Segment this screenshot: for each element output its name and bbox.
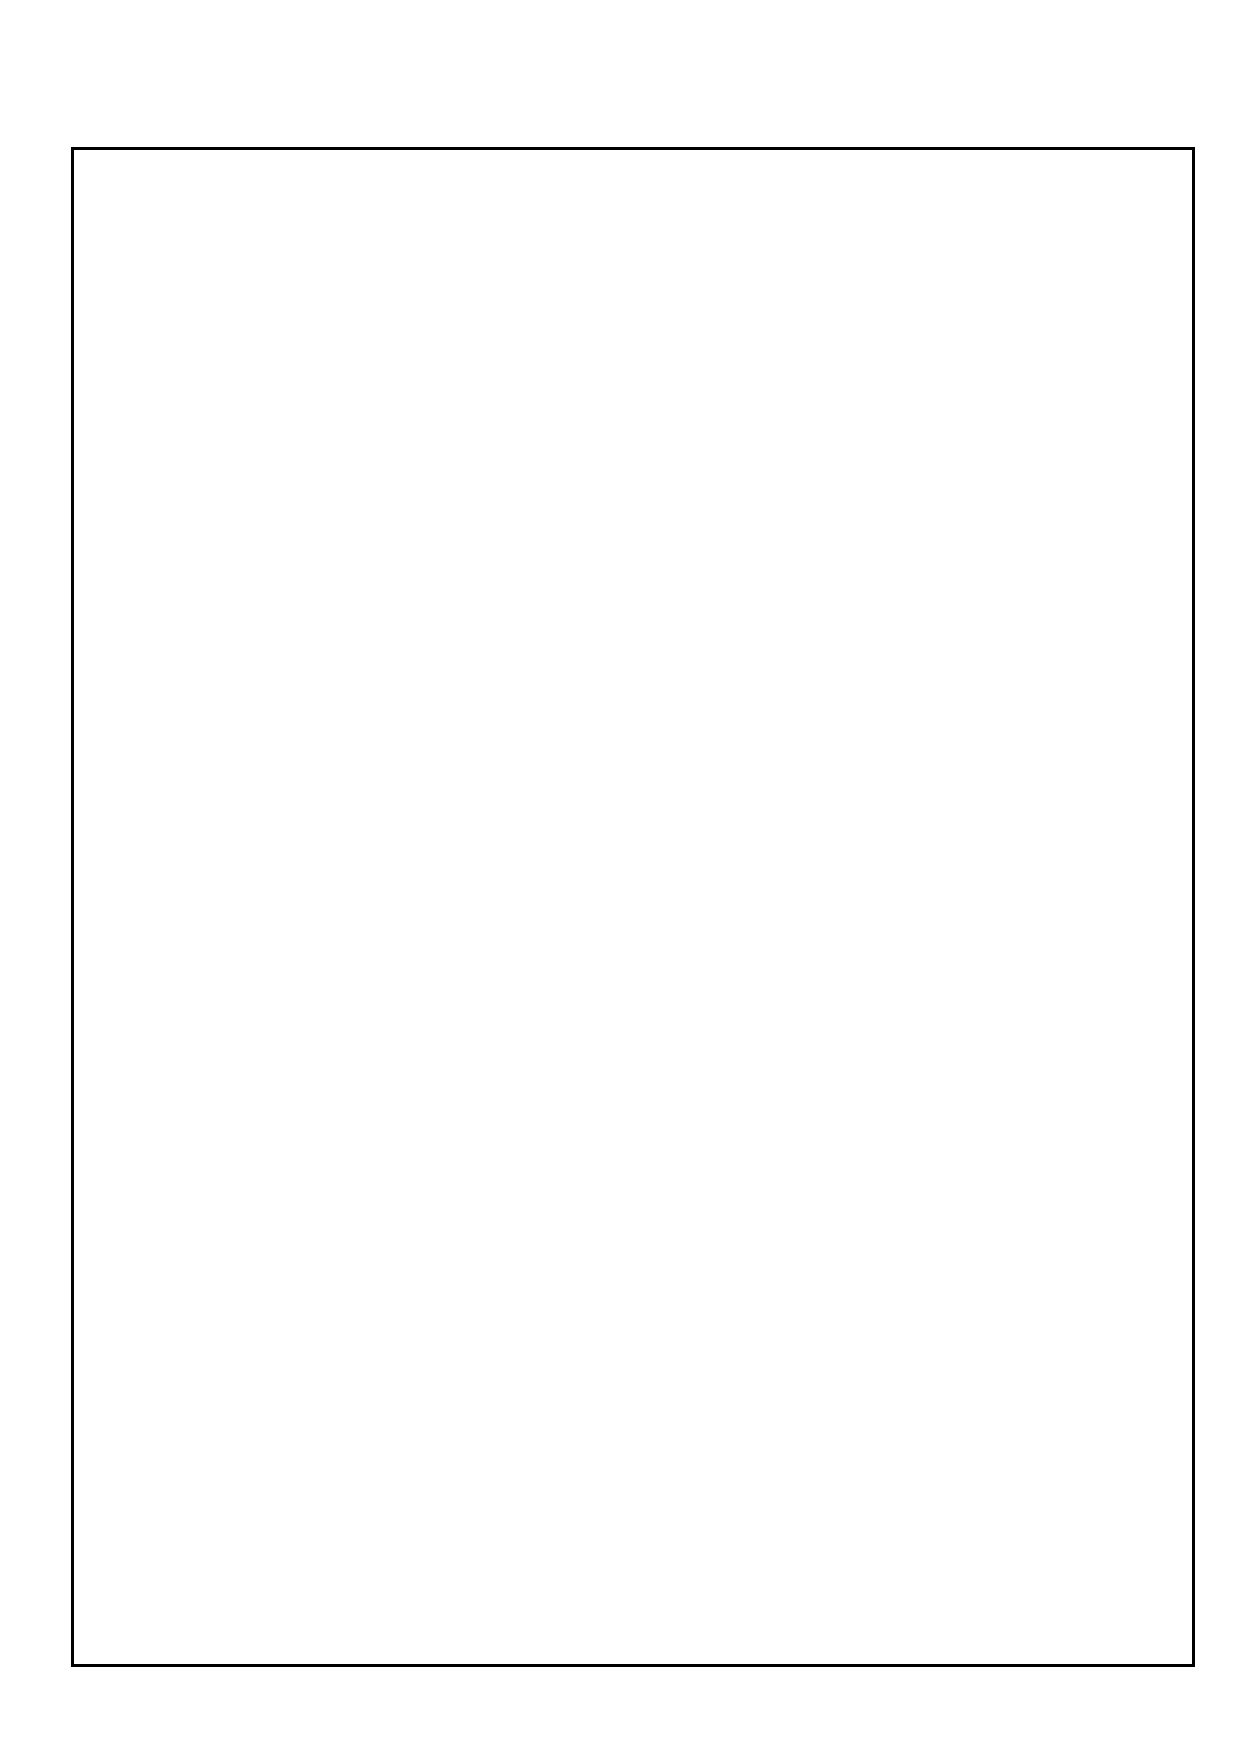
product-catalog-sheet [71, 147, 1195, 1667]
